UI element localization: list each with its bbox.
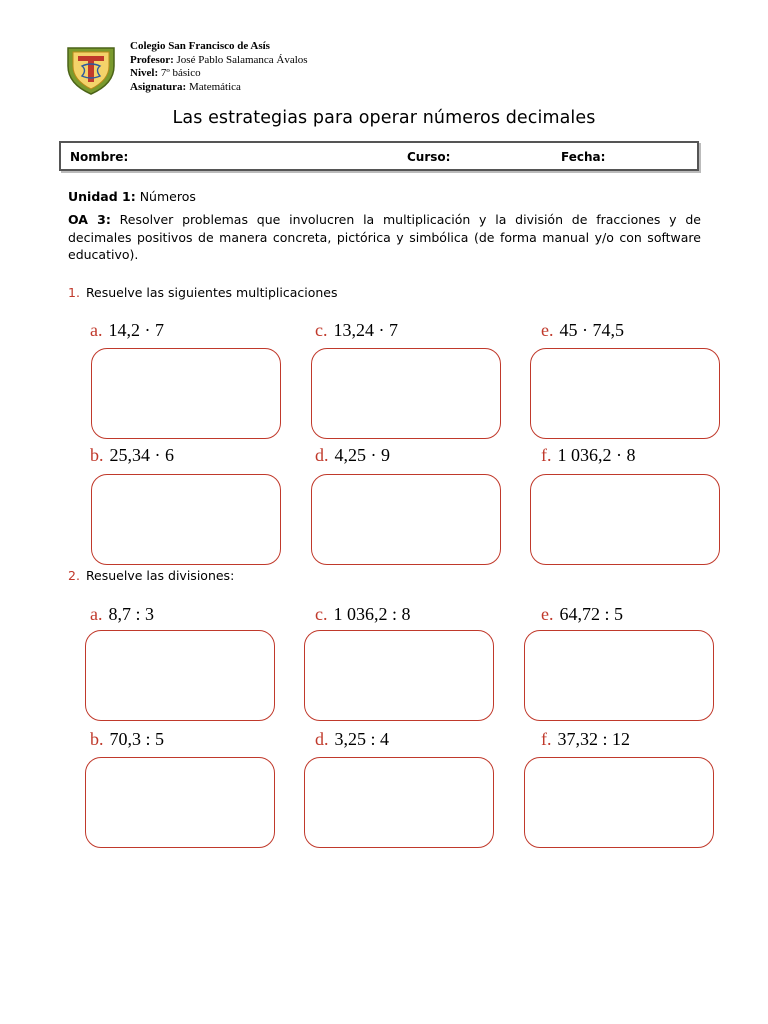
exercise-expression: 70,3 : 5 [109,729,165,749]
exercise-2c [315,604,411,625]
exercise-letter: d. [315,729,329,749]
answer-box-2c[interactable] [304,630,494,721]
exercise-letter: f. [541,729,552,749]
fecha-label: Fecha: [561,150,606,164]
nivel-label: Nivel: [130,67,159,79]
exercise-expression: 3,25 : 4 [334,729,390,749]
exercise-letter: c. [315,604,328,624]
exercise-expression: 1 036,2 : 8 [333,604,411,624]
learning-objective [68,211,701,264]
exercise-letter: b. [90,729,104,749]
oa-text: Resolver problemas que involucren la multiplicación y la división de fracciones y de decimales positivos de manera concreta, pictórica y simbólica (de forma manual y/o con software educativo). [68,212,701,262]
exercise-expression: 8,7 : 3 [108,604,155,624]
exercise-expression: 25,34 · 6 [109,445,174,465]
profesor-value: José Pablo Salamanca Ávalos [176,53,308,66]
exercise-expression: 64,72 : 5 [559,604,624,624]
unidad-value: Números [139,189,196,204]
exercise-expression: 13,24 · 7 [333,320,398,340]
exercise-2f [541,729,630,750]
answer-box-2b[interactable] [85,757,275,848]
nivel-value: 7º básico [160,67,201,79]
exercise-1c [315,320,398,341]
school-header [130,40,308,94]
page-title: Las estrategias para operar números decimales [172,108,596,128]
exercise-letter: b. [90,445,104,465]
exercise-expression: 45 · 74,5 [559,320,624,340]
exercise-letter: f. [541,445,552,465]
answer-box-1f[interactable] [530,474,720,565]
unidad-label: Unidad 1: [68,189,136,204]
oa-label: OA 3: [68,212,111,227]
answer-box-1b[interactable] [91,474,281,565]
answer-box-2a[interactable] [85,630,275,721]
section-2-number: 2. [68,568,80,583]
exercise-2e [541,604,623,625]
exercise-expression: 14,2 · 7 [108,320,164,340]
answer-box-2f[interactable] [524,757,714,848]
section-1-title [68,285,338,300]
exercise-expression: 1 036,2 · 8 [557,445,636,465]
exercise-letter: e. [541,604,554,624]
school-name: Colegio San Francisco de Asís [130,40,270,52]
exercise-expression: 37,32 : 12 [557,729,631,749]
section-1-label: Resuelve las siguientes multiplicaciones [85,285,338,300]
asignatura-value: Matemática [188,80,241,93]
nombre-label: Nombre: [70,150,129,164]
unidad-line [68,189,196,204]
curso-label: Curso: [407,150,451,164]
section-2-label: Resuelve las divisiones: [85,568,235,583]
answer-box-2e[interactable] [524,630,714,721]
exercise-2a [90,604,154,625]
exercise-expression: 4,25 · 9 [334,445,390,465]
answer-box-1d[interactable] [311,474,501,565]
exercise-letter: a. [90,320,103,340]
exercise-1e [541,320,624,341]
exercise-2b [90,729,164,750]
answer-box-1a[interactable] [91,348,281,439]
asignatura-label: Asignatura: [130,80,187,93]
section-1-number: 1. [68,285,80,300]
exercise-1d [315,445,390,466]
answer-box-2d[interactable] [304,757,494,848]
exercise-letter: c. [315,320,328,340]
exercise-2d [315,729,389,750]
exercise-letter: a. [90,604,103,624]
exercise-letter: d. [315,445,329,465]
section-2-title [68,568,234,583]
answer-box-1e[interactable] [530,348,720,439]
exercise-letter: e. [541,320,554,340]
exercise-1b [90,445,174,466]
school-logo [62,40,120,96]
answer-box-1c[interactable] [311,348,501,439]
student-info-box[interactable] [59,141,699,171]
profesor-label: Profesor: [130,53,174,66]
exercise-1a [90,320,164,341]
exercise-1f [541,445,636,466]
